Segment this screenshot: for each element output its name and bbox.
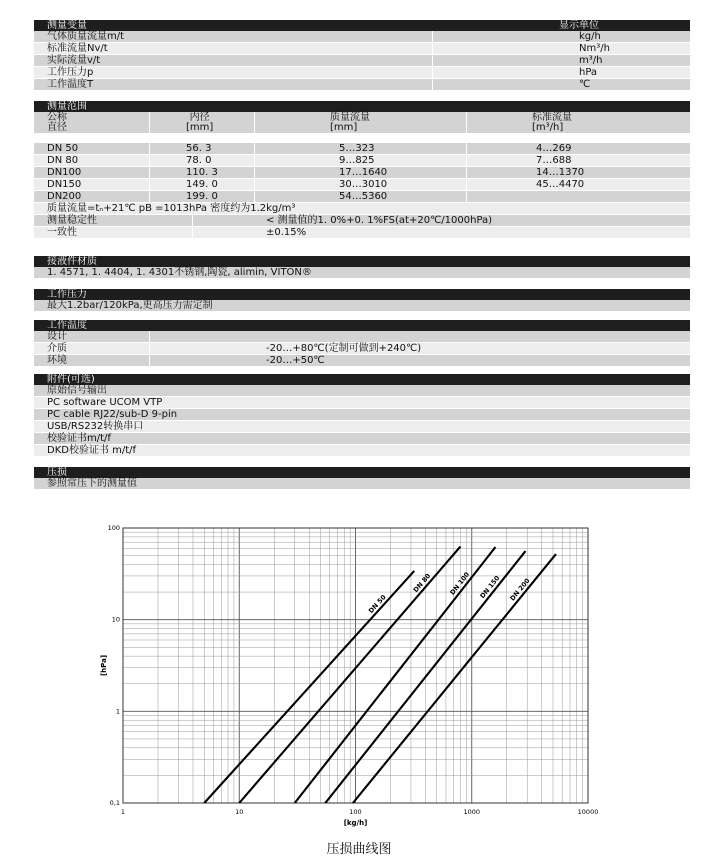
stability-value: < 测量值的1. 0%+0. 1%FS(at+20℃/1000hPa) <box>266 215 493 226</box>
x-tick-label: 1000 <box>463 808 481 816</box>
accessories-section <box>34 374 690 457</box>
dn-cell: DN200 <box>47 191 82 202</box>
stability-label: 测量稳定性 <box>47 215 97 226</box>
inner-cell: 199. 0 <box>186 191 218 202</box>
col-header-inner: 内径 [mm] <box>186 112 214 133</box>
variable-unit: hPa <box>579 67 598 78</box>
pressure-loss-value: 参照常压下的测量值 <box>47 478 137 489</box>
variable-unit: kg/h <box>579 31 601 42</box>
series-label: DN 50 <box>366 593 388 615</box>
y-tick-label: 0,1 <box>109 799 120 807</box>
mass-cell: 17…1640 <box>339 167 388 178</box>
x-axis-label: [kg/h] <box>343 819 368 827</box>
table-row <box>34 179 690 191</box>
col-header-std: 标准流量 [m³/h] <box>532 112 572 133</box>
y-tick-label: 1 <box>115 707 120 716</box>
measuring-range-header <box>34 101 690 112</box>
pressure-loss-chart <box>100 520 600 830</box>
table-row <box>34 191 690 203</box>
measuring-range-title: 测量范围 <box>47 101 87 112</box>
std-cell: 45…4470 <box>536 179 585 190</box>
measured-variable-row <box>34 79 690 91</box>
stability-row <box>34 215 690 227</box>
temperature-value: -20…+80℃(定制可做到+240℃) <box>266 343 422 354</box>
wetted-material-row <box>34 267 690 279</box>
mass-cell: 30…3010 <box>339 179 388 190</box>
std-cell: 14…1370 <box>536 167 585 178</box>
x-tick-label: 10000 <box>577 808 599 816</box>
accessory-item <box>34 385 690 397</box>
dn-cell: DN 80 <box>47 155 79 166</box>
accessories-header <box>34 374 690 385</box>
inner-cell: 56. 3 <box>186 143 212 154</box>
y-axis-label: [hPa] <box>100 654 108 677</box>
working-pressure-value: 最大1.2bar/120kPa,更高压力需定制 <box>47 300 213 311</box>
consistency-label: 一致性 <box>47 227 77 238</box>
mass-cell: 54…5360 <box>339 191 388 202</box>
mass-cell: 5…323 <box>339 143 375 154</box>
chart-series <box>204 546 556 803</box>
wetted-material-value: 1. 4571, 1. 4404, 1. 4301不锈钢,陶瓷, alimin, VITON® <box>47 267 312 278</box>
inner-cell: 110. 3 <box>186 167 218 178</box>
dn-cell: DN150 <box>47 179 82 190</box>
density-note-row <box>34 203 690 215</box>
measured-variable-row <box>34 67 690 79</box>
variable-label: 工作温度T <box>47 79 94 90</box>
accessories-title: 附件(可选) <box>47 374 95 385</box>
y-tick-label: 100 <box>107 524 120 532</box>
display-unit-title: 显示单位 <box>559 20 599 31</box>
dn-cell: DN 50 <box>47 143 79 154</box>
wetted-material-header <box>34 256 690 267</box>
series-label: DN 100 <box>448 570 472 597</box>
pressure-loss-header <box>34 467 690 478</box>
working-temperature-title: 工作温度 <box>47 320 87 331</box>
accessory-label: USB/RS232转换串口 <box>47 421 144 432</box>
accessory-item <box>34 445 690 457</box>
temperature-row <box>34 343 690 355</box>
working-pressure-title: 工作压力 <box>47 289 87 300</box>
pressure-loss-title: 压损 <box>47 467 67 478</box>
std-cell: 7…688 <box>536 155 572 166</box>
working-temperature-header <box>34 320 690 331</box>
inner-cell: 149. 0 <box>186 179 218 190</box>
working-pressure-header <box>34 289 690 300</box>
measuring-range-section <box>34 101 690 239</box>
accessory-item <box>34 421 690 433</box>
variable-unit: m³/h <box>579 55 603 66</box>
temperature-label: 介质 <box>47 343 67 354</box>
chart-grid <box>123 528 588 803</box>
y-tick-label: 10 <box>111 615 120 624</box>
accessory-item <box>34 409 690 421</box>
temperature-value: -20…+50℃ <box>266 355 325 366</box>
consistency-row <box>34 227 690 239</box>
x-tick-label: 10 <box>235 808 244 816</box>
table-row <box>34 167 690 179</box>
working-pressure-section <box>34 289 690 312</box>
wetted-material-title: 接液件材质 <box>47 256 97 267</box>
variable-unit: Nm³/h <box>579 43 610 54</box>
temperature-row <box>34 331 690 343</box>
series-label: DN 200 <box>508 576 532 603</box>
table-row <box>34 155 690 167</box>
variable-label: 气体质量流量m/t <box>47 31 125 42</box>
measured-variable-header <box>34 20 690 31</box>
col-header-mass: 质量流量 [mm] <box>330 112 370 133</box>
x-tick-label: 1 <box>120 808 126 816</box>
accessory-item <box>34 397 690 409</box>
accessory-label: DKD校验证书 m/t/f <box>47 445 137 456</box>
mass-cell: 9…825 <box>339 155 375 166</box>
series-label: DN 150 <box>478 574 502 601</box>
spacer <box>34 134 690 143</box>
measured-variable-section <box>34 20 690 91</box>
temperature-row <box>34 355 690 367</box>
inner-cell: 78. 0 <box>186 155 212 166</box>
variable-label: 实际流量v/t <box>47 55 101 66</box>
working-pressure-row <box>34 300 690 312</box>
measured-variable-row <box>34 31 690 43</box>
accessory-label: PC software UCOM VTP <box>47 397 163 408</box>
series-label: DN 80 <box>411 572 433 595</box>
x-tick-label: 100 <box>349 808 362 816</box>
accessory-label: PC cable RJ22/sub-D 9-pin <box>47 409 178 420</box>
accessory-label: 原始信号输出 <box>47 385 107 396</box>
consistency-value: ±0.15% <box>266 227 307 238</box>
measured-variable-title: 测量变量 <box>47 20 87 31</box>
table-row <box>34 143 690 155</box>
col-header-nominal: 公称 直径 <box>47 112 67 133</box>
pressure-loss-row <box>34 478 690 490</box>
std-cell: 4…269 <box>536 143 572 154</box>
chart-caption: 压损曲线图 <box>326 842 392 857</box>
pressure-loss-section <box>34 467 690 490</box>
wetted-material-section <box>34 256 690 279</box>
measured-variable-row <box>34 55 690 67</box>
series-line <box>295 547 496 803</box>
variable-label: 工作压力p <box>47 67 94 78</box>
variable-unit: ℃ <box>579 79 591 90</box>
working-temperature-section <box>34 320 690 367</box>
dn-cell: DN100 <box>47 167 82 178</box>
accessory-item <box>34 433 690 445</box>
temperature-label: 设计 <box>47 331 67 342</box>
density-note: 质量流量=tₙ+21℃ pB =1013hPa 密度约为1.2kg/m³ <box>47 203 296 214</box>
range-table-header <box>34 112 690 134</box>
variable-label: 标准流量Nv/t <box>47 43 108 54</box>
accessory-label: 校验证书m/t/f <box>47 433 111 444</box>
temperature-label: 环境 <box>47 355 67 366</box>
measured-variable-row <box>34 43 690 55</box>
